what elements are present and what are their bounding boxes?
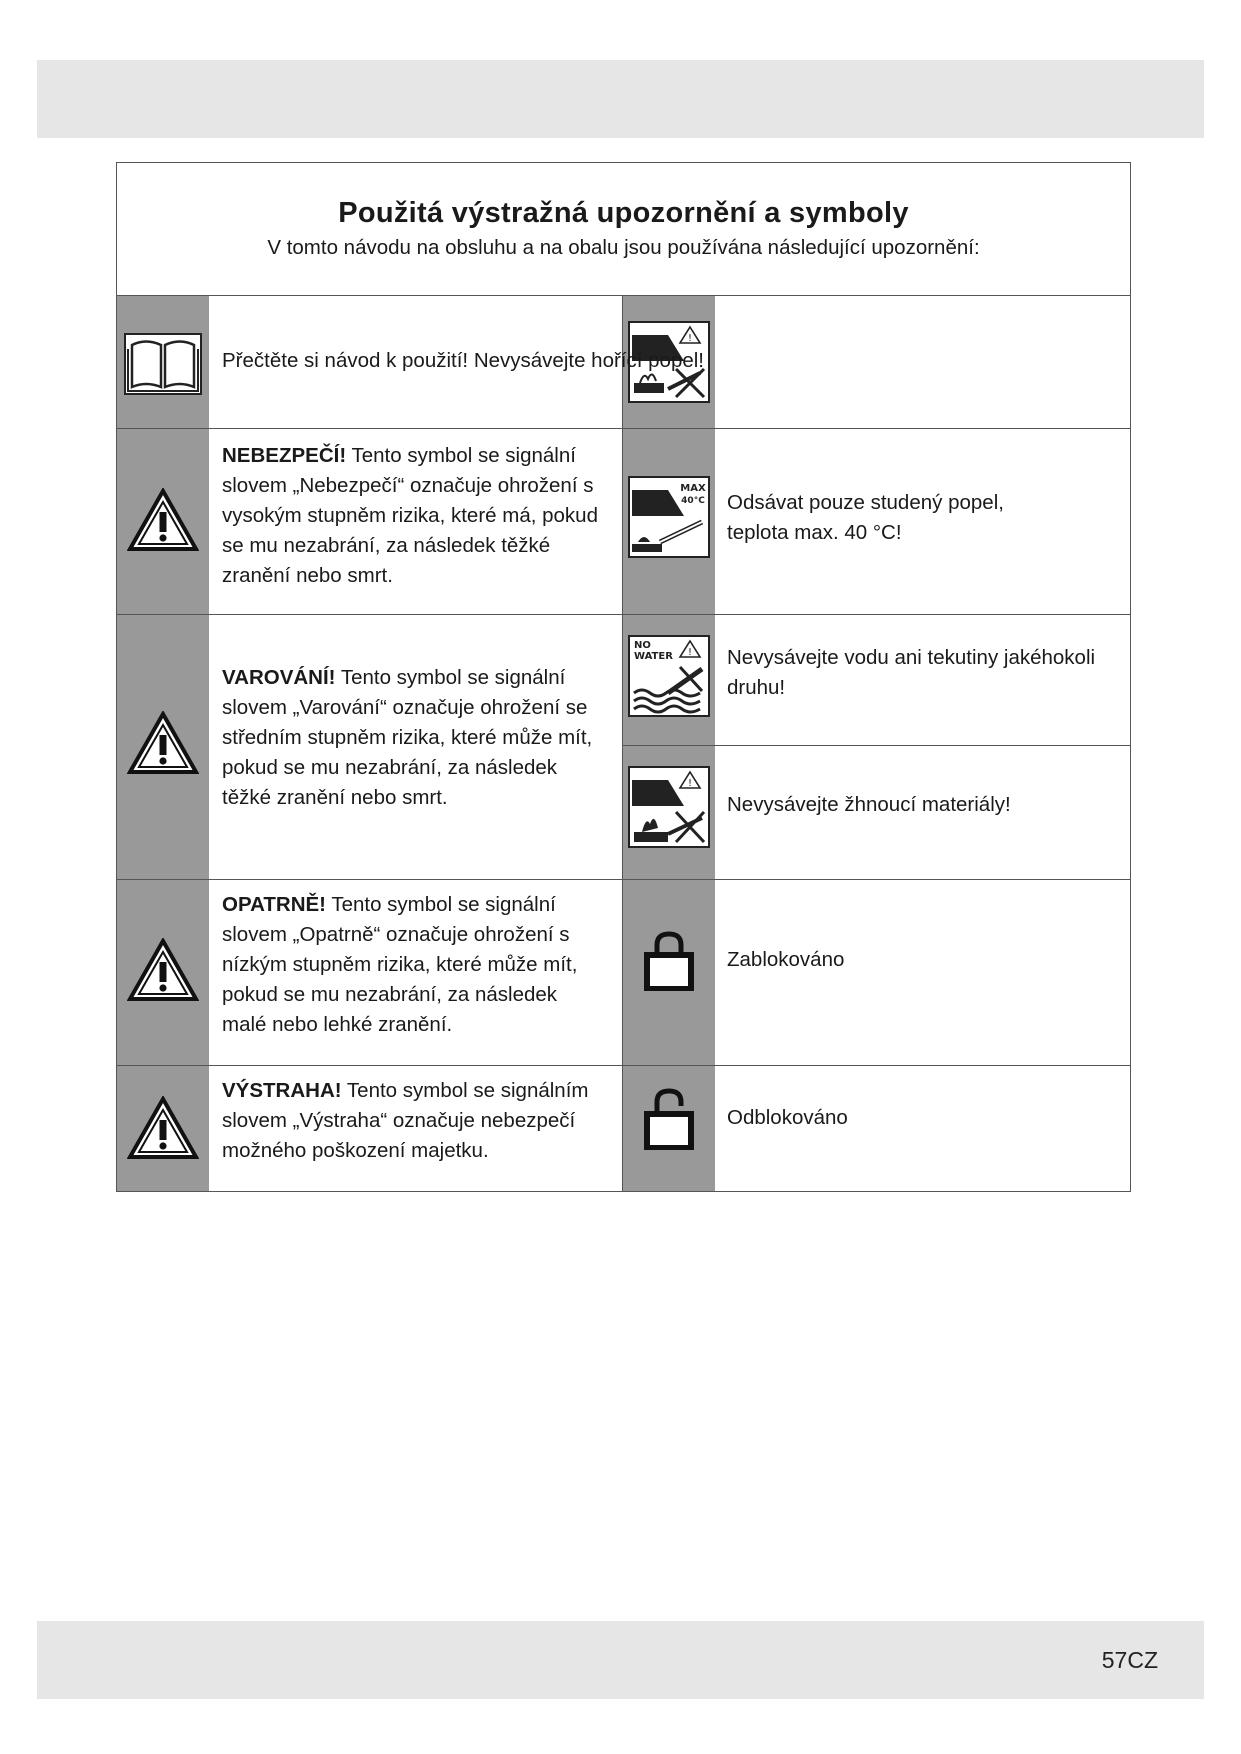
svg-text:!: ! — [687, 647, 693, 658]
right-icon-column — [623, 296, 715, 1191]
read-manual-text: Přečtěte si návod k použití! Nevysávejte hořící popel! — [222, 349, 705, 372]
svg-text:!: ! — [687, 778, 693, 789]
warning-triangle-icon — [127, 488, 199, 552]
no-water-text: Nevysávejte vodu ani tekutiny jakéhokoli druhu! — [727, 646, 1096, 699]
unlocked-text: Odblokováno — [727, 1106, 848, 1129]
top-band — [37, 60, 1204, 138]
svg-text:40°C: 40°C — [681, 496, 705, 506]
row-divider — [117, 428, 1130, 429]
warning-triangle-icon — [127, 711, 199, 775]
no-glowing-materials-icon — [628, 766, 710, 848]
row-divider — [117, 614, 1130, 615]
no-water-icon — [628, 635, 710, 717]
caution-description: OPATRNĚ! Tento symbol se signální slovem „Opatrně“ označuje ohrožení s nízkým stupněm rizika, které může mít, pokud se mu nezabrání, za následek malé nebo lehké zranění. — [222, 893, 578, 1036]
row-divider — [623, 745, 1130, 746]
locked-padlock-icon — [644, 929, 694, 991]
caution-signal-word: OPATRNĚ! — [222, 893, 327, 916]
warning-symbols-table — [116, 162, 1131, 1192]
notice-signal-word: VÝSTRAHA! — [222, 1079, 342, 1102]
warning-description: VAROVÁNÍ! Tento symbol se signální slovem „Varování“ označuje ohrožení se středním stupněm rizika, které může mít, pokud se mu nezabrání, za následek těžké zranění nebo smrt. — [222, 666, 593, 809]
table-header — [117, 163, 1130, 296]
row-divider — [117, 879, 1130, 880]
no-glowing-text: Nevysávejte žhnoucí materiály! — [727, 793, 1011, 816]
warning-signal-word: VAROVÁNÍ! — [222, 666, 336, 689]
svg-text:NO: NO — [634, 640, 651, 651]
page-title: Použitá výstražná upozornění a symboly — [338, 197, 909, 229]
cold-ash-text: Odsávat pouze studený popel, teplota max. 40 °C! — [727, 491, 1004, 544]
page-number: 57CZ — [1101, 1647, 1158, 1673]
unlocked-padlock-icon — [644, 1088, 694, 1150]
bottom-band — [37, 1621, 1204, 1699]
danger-signal-word: NEBEZPEČÍ! — [222, 444, 347, 467]
svg-text:!: ! — [687, 333, 693, 344]
locked-text: Zablokováno — [727, 948, 845, 971]
warning-triangle-icon — [127, 1096, 199, 1160]
row-divider — [117, 1065, 1130, 1066]
notice-description: VÝSTRAHA! Tento symbol se signálním slovem „Výstraha“ označuje nebezpečí možného poškození majetku. — [222, 1079, 589, 1162]
manual-book-icon — [124, 333, 202, 395]
svg-text:MAX: MAX — [680, 483, 706, 494]
danger-description: NEBEZPEČÍ! Tento symbol se signální slovem „Nebezpečí“ označuje ohrožení s vysokým stupněm rizika, které má, pokud se mu nezabrání, za následek těžké zranění nebo smrt. — [222, 444, 598, 587]
column-divider — [622, 296, 623, 1191]
max-temperature-icon — [628, 476, 710, 558]
svg-text:WATER: WATER — [634, 651, 673, 662]
warning-triangle-icon — [127, 938, 199, 1002]
page-subtitle: V tomto návodu na obsluhu a na obalu jsou používána následující upozornění: — [267, 236, 980, 259]
